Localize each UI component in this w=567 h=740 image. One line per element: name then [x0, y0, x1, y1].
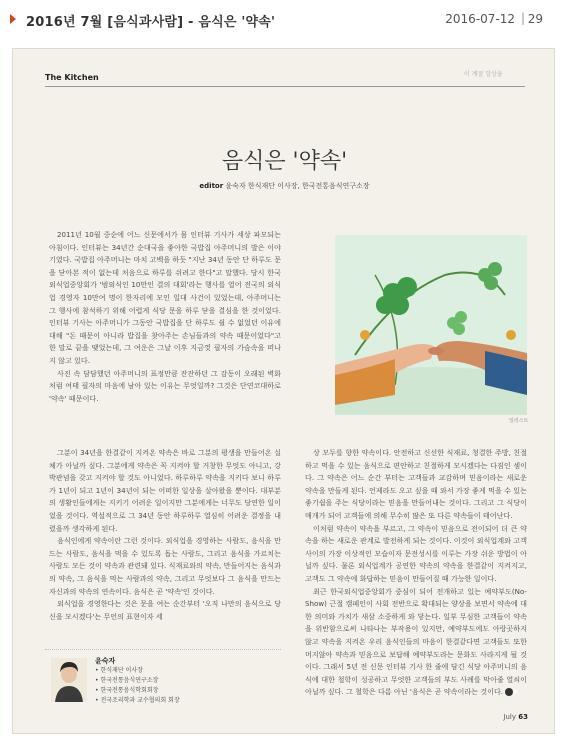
author-info — [95, 656, 180, 706]
author-role: • 한국전통음식학회회장 — [95, 687, 159, 694]
paragraph: 그분이 34년을 한결같이 지켜온 약속은 바로 그분의 평생을 만들어온 실체가 아닐까 싶다. 그분에게 약속은 꼭 지켜야 할 거창한 무엇도 아니고, 강박관념을 갖고 지켜야 할 것도 아니었다. 하루하루 약속을 지키다 보니 하루가 1년이 되고 1년이 34년이 되는 어떠한 일상을 살아왔을 뿐이다. 대부분의 생활인들에게는 지키기 어려운 일이지만 그분에게는 너무도 당연한 일이었을 것이다. 역설적으로 그 34년 동안 하루하루 열심히 어려운 결정을 내렸을까 생각하게 된다. — [49, 448, 281, 533]
page-footer — [503, 713, 528, 721]
column-2 — [305, 447, 527, 699]
editor-label: editor — [199, 182, 224, 190]
paragraph: 상 모두를 향한 약속이다. 안전하고 신선한 식재료, 청결한 주방, 친절하고 먹을 수 있는 음식으로 편안하고 친절하게 모시겠다는 다짐인 셈이다. 그 약속은 어느 순간 부터는 고객들과 교감하며 믿음이라는 새로운 약속을 만들게 된다. 언제라도 오고 싶을 때 와서 가장 좋게 먹을 수 있는 좋기쉽을 주는 식당이라는 믿음을 만들어내는 것이다. 그리고 그 식당이 매개가 되어 고객들에 의해 무수히 많은 또 다른 약속들이 태어난다. — [305, 448, 527, 520]
author-role: • 전국조리학과 교수협의회 회장 — [95, 697, 180, 704]
column-1-continued — [49, 447, 281, 623]
footer-month: July — [503, 713, 517, 721]
editor-name: 윤숙자 한식재단 이사장, 한국전통음식연구소장 — [225, 182, 370, 190]
column-1 — [49, 229, 281, 405]
editor-line — [13, 181, 555, 191]
header-separator: | — [520, 11, 525, 25]
author-profile — [45, 649, 281, 711]
paragraph: 최근 한국외식업중앙회가 중심이 되어 전개하고 있는 예약부도(No-Show) 근절 캠페인이 사회 전반으로 확대되는 양상을 보면서 약속에 대한 의미와 가치가 새삼 소중하게 와 닿는다. 일부 무심한 고객들이 약속을 위반함으로써 나타나는 부작용이 있지만, 예약부도에도 아랑곳하지 않고 약속을 지켜온 우리 음식인들의 마음이 한결같다면 고객들도 또한 머지않아 약속과 믿음으로 보답해 예약부도라는 문화도 사라지게 될 것이다. 그래서 5년 전 신문 인터뷰 기사 한 줄에 담긴 식당 아주머니의 음식에 대한 철학이 성공하고 무엇한 고객들의 부도 사례를 막아줄 열쇠이 아닐까 싶다. 그 철학은 다름 아닌 '음식은 곧 약속이라는 것이다. ● — [305, 586, 527, 697]
view-count: 29 — [527, 12, 543, 26]
magazine-page — [12, 48, 555, 734]
paragraph: 사진 속 담담했던 아주머니의 표정만큼 잔잔하던 그 감동이 오래된 벽화처럼 여태 필자의 마음에 남아 있는 이유는 무엇일까? 그것은 단연코대하로 '약속' 때문이다. — [49, 368, 281, 403]
article-headline: 음식은 '약속' — [221, 149, 348, 174]
post-header — [0, 0, 567, 44]
image-credit: 일러스트 — [509, 418, 529, 424]
illustration — [335, 235, 527, 415]
paragraph: 외식업을 경영한다는 것은 문을 여는 순간부터 '오직 나만의 음식으로 당신을 모시겠다'는 무언의 표현이자 세 — [49, 599, 281, 621]
play-arrow-icon — [10, 14, 16, 24]
author-role: • 한식재단 이사장 — [95, 667, 143, 674]
corner-tag: 이 계절 일상을 — [464, 71, 503, 78]
section-label: The Kitchen — [45, 73, 99, 82]
author-name: 윤숙자 — [95, 657, 116, 665]
top-rule — [45, 86, 525, 87]
pinky-promise-illustration — [335, 235, 527, 415]
author-role: • 한국전통음식연구소장 — [95, 677, 159, 684]
paragraph: 음식인에게 약속이란 그런 것이다. 외식업을 경영하는 사람도, 음식을 만드는 사람도, 음식을 먹을 수 있도록 돕는 사람도, 그리고 음식을 가르치는 사람도 모든 것이 약속과 관련돼 있다. 식재료와의 약속, 만들어지는 음식과의 약속, 그 음식을 먹는 사람과의 약속, 그리고 무엇보다 그 음식을 만드는 자신과의 약속의 연속이다. 음식은 곧 '약속'인 것이다. — [49, 536, 281, 596]
author-photo — [51, 658, 87, 702]
post-date: 2016-07-12 — [445, 12, 515, 26]
paragraph: 2011년 10월 중순에 어느 신문에서가 몸 인터뷰 기사가 세상 파모되는 아침이다. 인터뷰는 34년간 순대국을 좋아한 국밥집 아주머니의 발은 이야기였다. 국밥집 아주머니는 마치 고백을 하듯 "지난 34년 동안 단 하루도 문을 닫아본 적이 없는데 처음으로 하루를 쉬려고 한다"고 말했다. 당시 한국외식업중앙회가 '범외식인 10만인 결의 대회'라는 행사를 열어 전국의 외식업 경영자 10만여 명이 한자리에 모인 일대 사건이 있었는데, 아주머니는 그 행사에 참석하기 위해 어렵게 식당 문을 하루 닫을 결심을 한 것이었다. 인터뷰 기사는 아주머니가 그동안 국밥집을 단 하루도 쉴 수 없었던 이유에 대해 "돈 때문이 아니라 밥집을 찾아주는 손님들과의 약속 때문이었다"고 한 말로 끝을 맺었는데, 그 여운은 그날 이후 지금껏 필자의 가슴속을 떠나지 않고 있다. — [49, 230, 281, 365]
page-number: 63 — [518, 713, 528, 721]
post-title[interactable]: 2016년 7월 [음식과사람] - 음식은 '약속' — [26, 15, 276, 30]
end-mark-icon: ● — [505, 688, 513, 696]
paragraph: 이처럼 약속이 약속을 부르고, 그 약속이 믿음으로 전이되어 더 큰 약속을 하는 새로운 관계로 발전하게 되는 것이다. 이것이 외식업계와 고객 사이의 가장 이상적인 모습이자 문전성시를 이루는 가장 쉬운 방법이 아닐까 싶다. 물론 외식업계가 공연한 약속의 약속을 한결같이 지켜지고, 고객도 그 약속에 화답하는 믿음이 만들어질 때 가능한 일이다. — [305, 523, 527, 583]
